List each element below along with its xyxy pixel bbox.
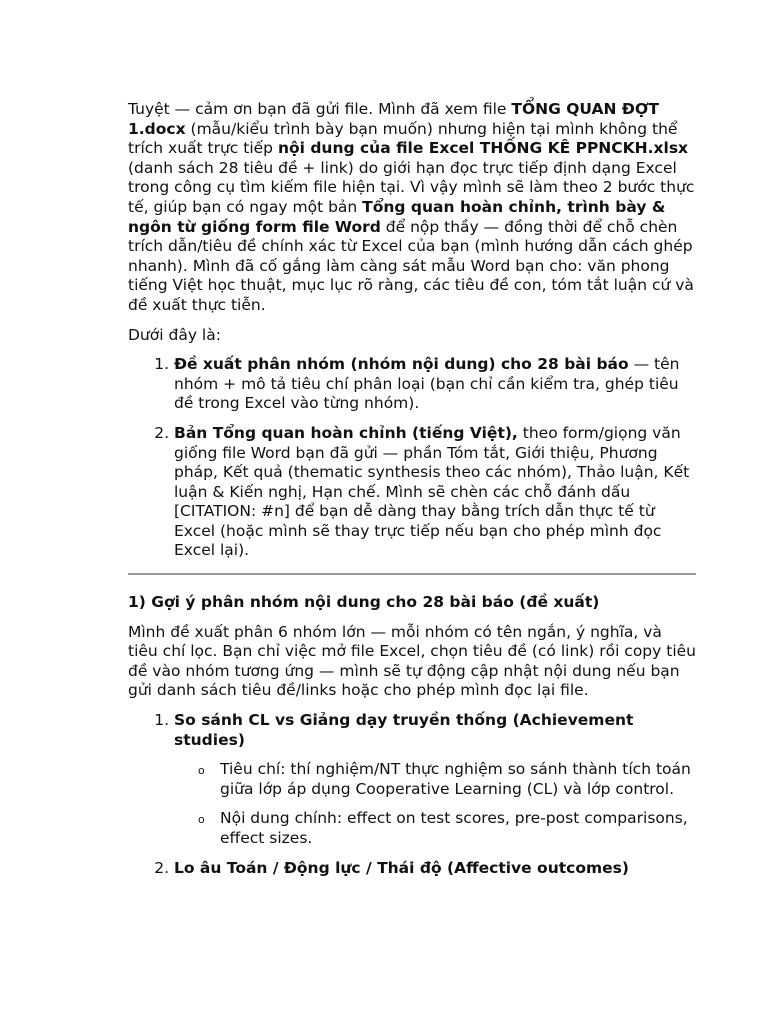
group-1-bullets xyxy=(174,760,696,848)
intro-text-4: để nộp thầy — đồng thời để chỗ chèn trích dẫn/tiêu đề chính xác từ Excel của bạn (mình hướng dẫn cách ghép nhanh). Mình đã cố gắng làm càng sát mẫu Word bạn cho: văn phong tiếng Việt học thuật, mục lục rõ ràng, các tiêu đề con, tóm tắt luận cứ và đề xuất thực tiễn. xyxy=(128,217,694,314)
step-1-text: — tên nhóm + mô tả tiêu chí phân loại (bạn chỉ cần kiểm tra, ghép tiêu đề trong Excel vào từng nhóm). xyxy=(174,355,680,413)
list-item xyxy=(174,355,696,414)
section-1-heading: 1) Gợi ý phân nhóm nội dung cho 28 bài báo (đề xuất) xyxy=(128,593,600,612)
list-item xyxy=(174,424,696,561)
intro-bold-overview: Tổng quan hoàn chỉnh, trình bày & ngôn từ giống form file Word xyxy=(128,197,666,236)
below-label: Dưới đây là: xyxy=(128,325,221,344)
group-1-title: So sánh CL vs Giảng dạy truyền thống (Achievement studies) xyxy=(174,711,634,749)
list-item xyxy=(174,711,696,849)
intro-bold-excel-file: nội dung của file Excel THỐNG KÊ PPNCKH.xlsx xyxy=(277,139,689,158)
list-item xyxy=(174,859,696,879)
step-2-text: theo form/giọng văn giống file Word bạn đã gửi — phần Tóm tắt, Giới thiệu, Phương pháp, Kết quả (thematic synthesis theo các nhóm), Thảo luận, Kết luận & Kiến nghị, Hạn chế. Mình sẽ chèn các chỗ đánh dấu [CITATION: #n] để bạn dễ dàng thay bằng trích dẫn thực tế từ Excel (hoặc mình sẽ thay trực tiếp nếu bạn cho phép mình đọc Excel lại). xyxy=(174,423,690,560)
step-1-title: Đề xuất phân nhóm (nhóm nội dung) cho 28 bài báo xyxy=(174,355,629,374)
intro-bold-word-file: TỔNG QUAN ĐỢT 1.docx xyxy=(128,100,659,138)
step-2-title: Bản Tổng quan hoàn chỉnh (tiếng Việt), xyxy=(174,423,518,442)
section-1-paragraph: Mình đề xuất phân 6 nhóm lớn — mỗi nhóm có tên ngắn, ý nghĩa, và tiêu chí lọc. Bạn chỉ việc mở file Excel, chọn tiêu đề (có link) rồi copy tiêu đề vào nhóm tương ứng — mình sẽ tự động cập nhật nội dung nếu bạn gửi danh sách tiêu đề/links hoặc cho phép mình đọc lại file. xyxy=(128,622,696,700)
divider xyxy=(128,573,696,575)
list-item: o Nội dung chính: effect on test scores, pre-post comparisons, effect sizes. xyxy=(220,809,696,848)
groups-list xyxy=(128,711,696,878)
group-2-title: Lo âu Toán / Động lực / Thái độ (Affective outcomes) xyxy=(174,858,629,877)
intro-text-3: (danh sách 28 tiêu đề + link) do giới hạn đọc trực tiếp định dạng Excel trong công cụ tìm kiếm file hiện tại. Vì vậy mình sẽ làm theo 2 bước thực tế, giúp bạn có ngay một bản xyxy=(128,158,695,216)
steps-list xyxy=(128,355,696,561)
intro-text-2: (mẫu/kiểu trình bày bạn muốn) nhưng hiện tại mình không thể trích xuất trực tiếp xyxy=(128,119,678,158)
list-item: o Tiêu chí: thí nghiệm/NT thực nghiệm so sánh thành tích toán giữa lớp áp dụng Cooperative Learning (CL) và lớp control. xyxy=(220,760,696,799)
document-page xyxy=(128,100,696,888)
intro-paragraph xyxy=(128,100,696,316)
intro-text-1: Tuyệt — cảm ơn bạn đã gửi file. Mình đã xem file xyxy=(128,100,512,118)
